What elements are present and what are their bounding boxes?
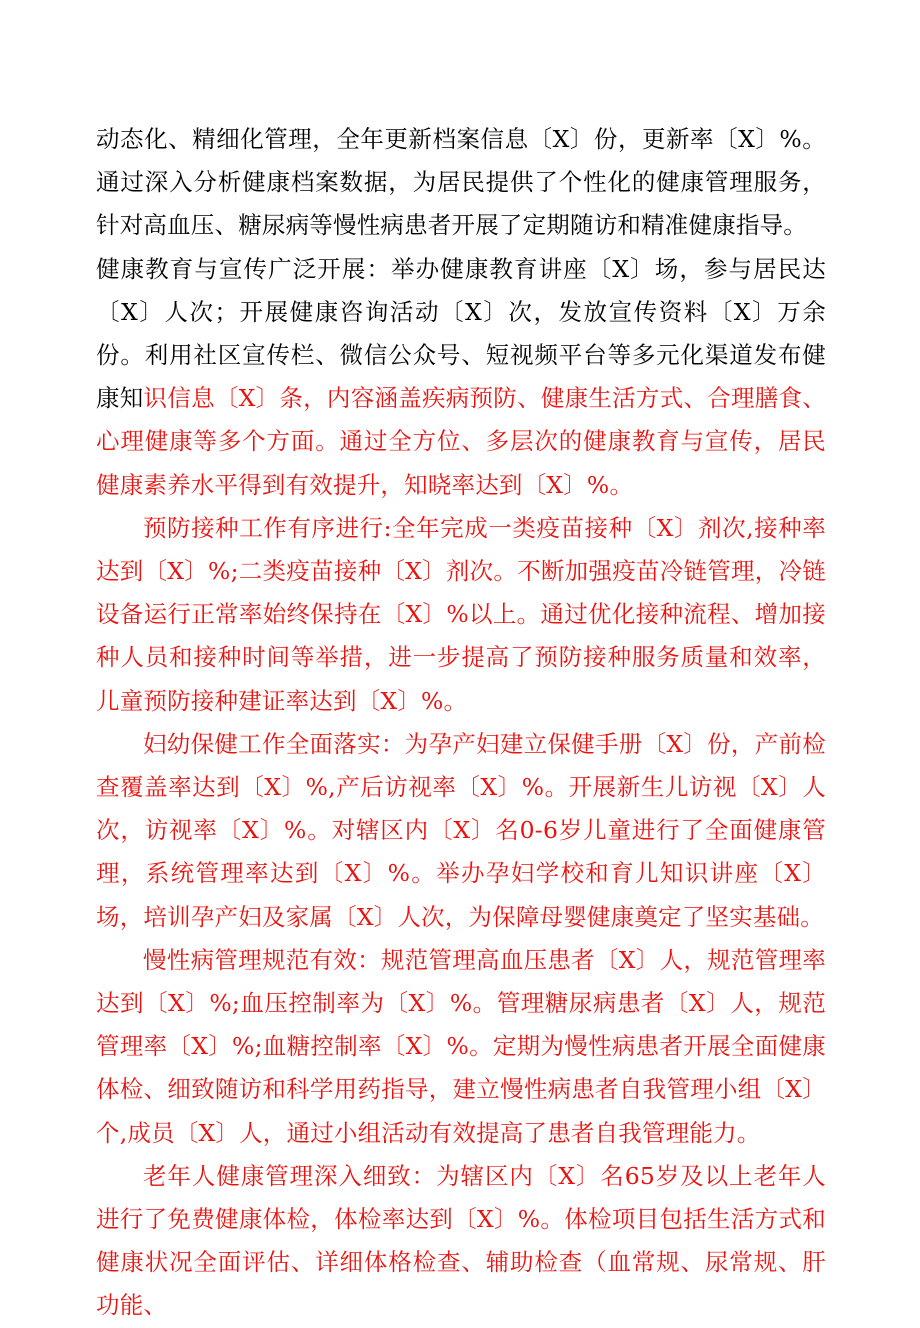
paragraph-chronic-disease — [96, 939, 826, 1155]
archive-text: 动态化、精细化管理，全年更新档案信息〔X〕份，更新率〔X〕%。通过深入分析健康档案数据，为居民提供了个性化的健康管理服务，针对高血压、糖尿病等慢性病患者开展了定期随访和精准健康指导。 — [96, 125, 826, 240]
vaccination-text: 预防接种工作有序进行:全年完成一类疫苗接种〔X〕剂次,接种率达到〔X〕%;二类疫苗接种〔X〕剂次。不断加强疫苗冷链管理，冷链设备运行正常率始终保持在〔X〕%以上。通过优化接种流程、增加接种人员和接种时间等举措，进一步提高了预防接种服务质量和效率，儿童预防接种建证率达到〔X〕%。 — [96, 513, 826, 715]
chronic-text: 慢性病管理规范有效：规范管理高血压患者〔X〕人，规范管理率达到〔X〕%;血压控制率为〔X〕%。管理糖尿病患者〔X〕人，规范管理率〔X〕%;血糖控制率〔X〕%。定期为慢性病患者开展全面健康体检、细致随访和科学用药指导，建立慢性病患者自我管理小组〔X〕个,成员〔X〕人，通过小组活动有效提高了患者自我管理能力。 — [96, 945, 826, 1147]
education-text-red: 识信息〔X〕条，内容涵盖疾病预防、健康生活方式、合理膳食、心理健康等多个方面。通过全方位、多层次的健康教育与宣传，居民健康素养水平得到有效提升，知晓率达到〔X〕%。 — [96, 384, 827, 499]
education-text-black: 健康教育与宣传广泛开展：举办健康教育讲座〔X〕场，参与居民达〔X〕人次；开展健康咨询活动〔X〕次，发放宣传资料〔X〕万余份。利用社区宣传栏、微信公众号、短视频平台等多元化渠道发布健康知 — [96, 254, 826, 413]
maternal-text: 妇幼保健工作全面落实：为孕产妇建立保健手册〔X〕份，产前检查覆盖率达到〔X〕%,产后访视率〔X〕%。开展新生儿访视〔X〕人次，访视率〔X〕%。对辖区内〔X〕名0-6岁儿童进行了全面健康管理，系统管理率达到〔X〕%。举办孕妇学校和育儿知识讲座〔X〕场，培训孕产妇及家属〔X〕人次，为保障母婴健康奠定了坚实基础。 — [96, 729, 826, 931]
paragraph-archive-management — [96, 118, 826, 248]
paragraph-elderly-health — [96, 1155, 826, 1328]
paragraph-vaccination — [96, 507, 826, 723]
elderly-text: 老年人健康管理深入细致：为辖区内〔X〕名65岁及以上老年人进行了免费健康体检，体检率达到〔X〕%。体检项目包括生活方式和健康状况全面评估、详细体格检查、辅助检查（血常规、尿常规、肝功能、 — [96, 1161, 826, 1320]
paragraph-maternal-child-health — [96, 723, 826, 939]
document-body — [96, 118, 826, 1328]
paragraph-health-education — [96, 248, 826, 507]
